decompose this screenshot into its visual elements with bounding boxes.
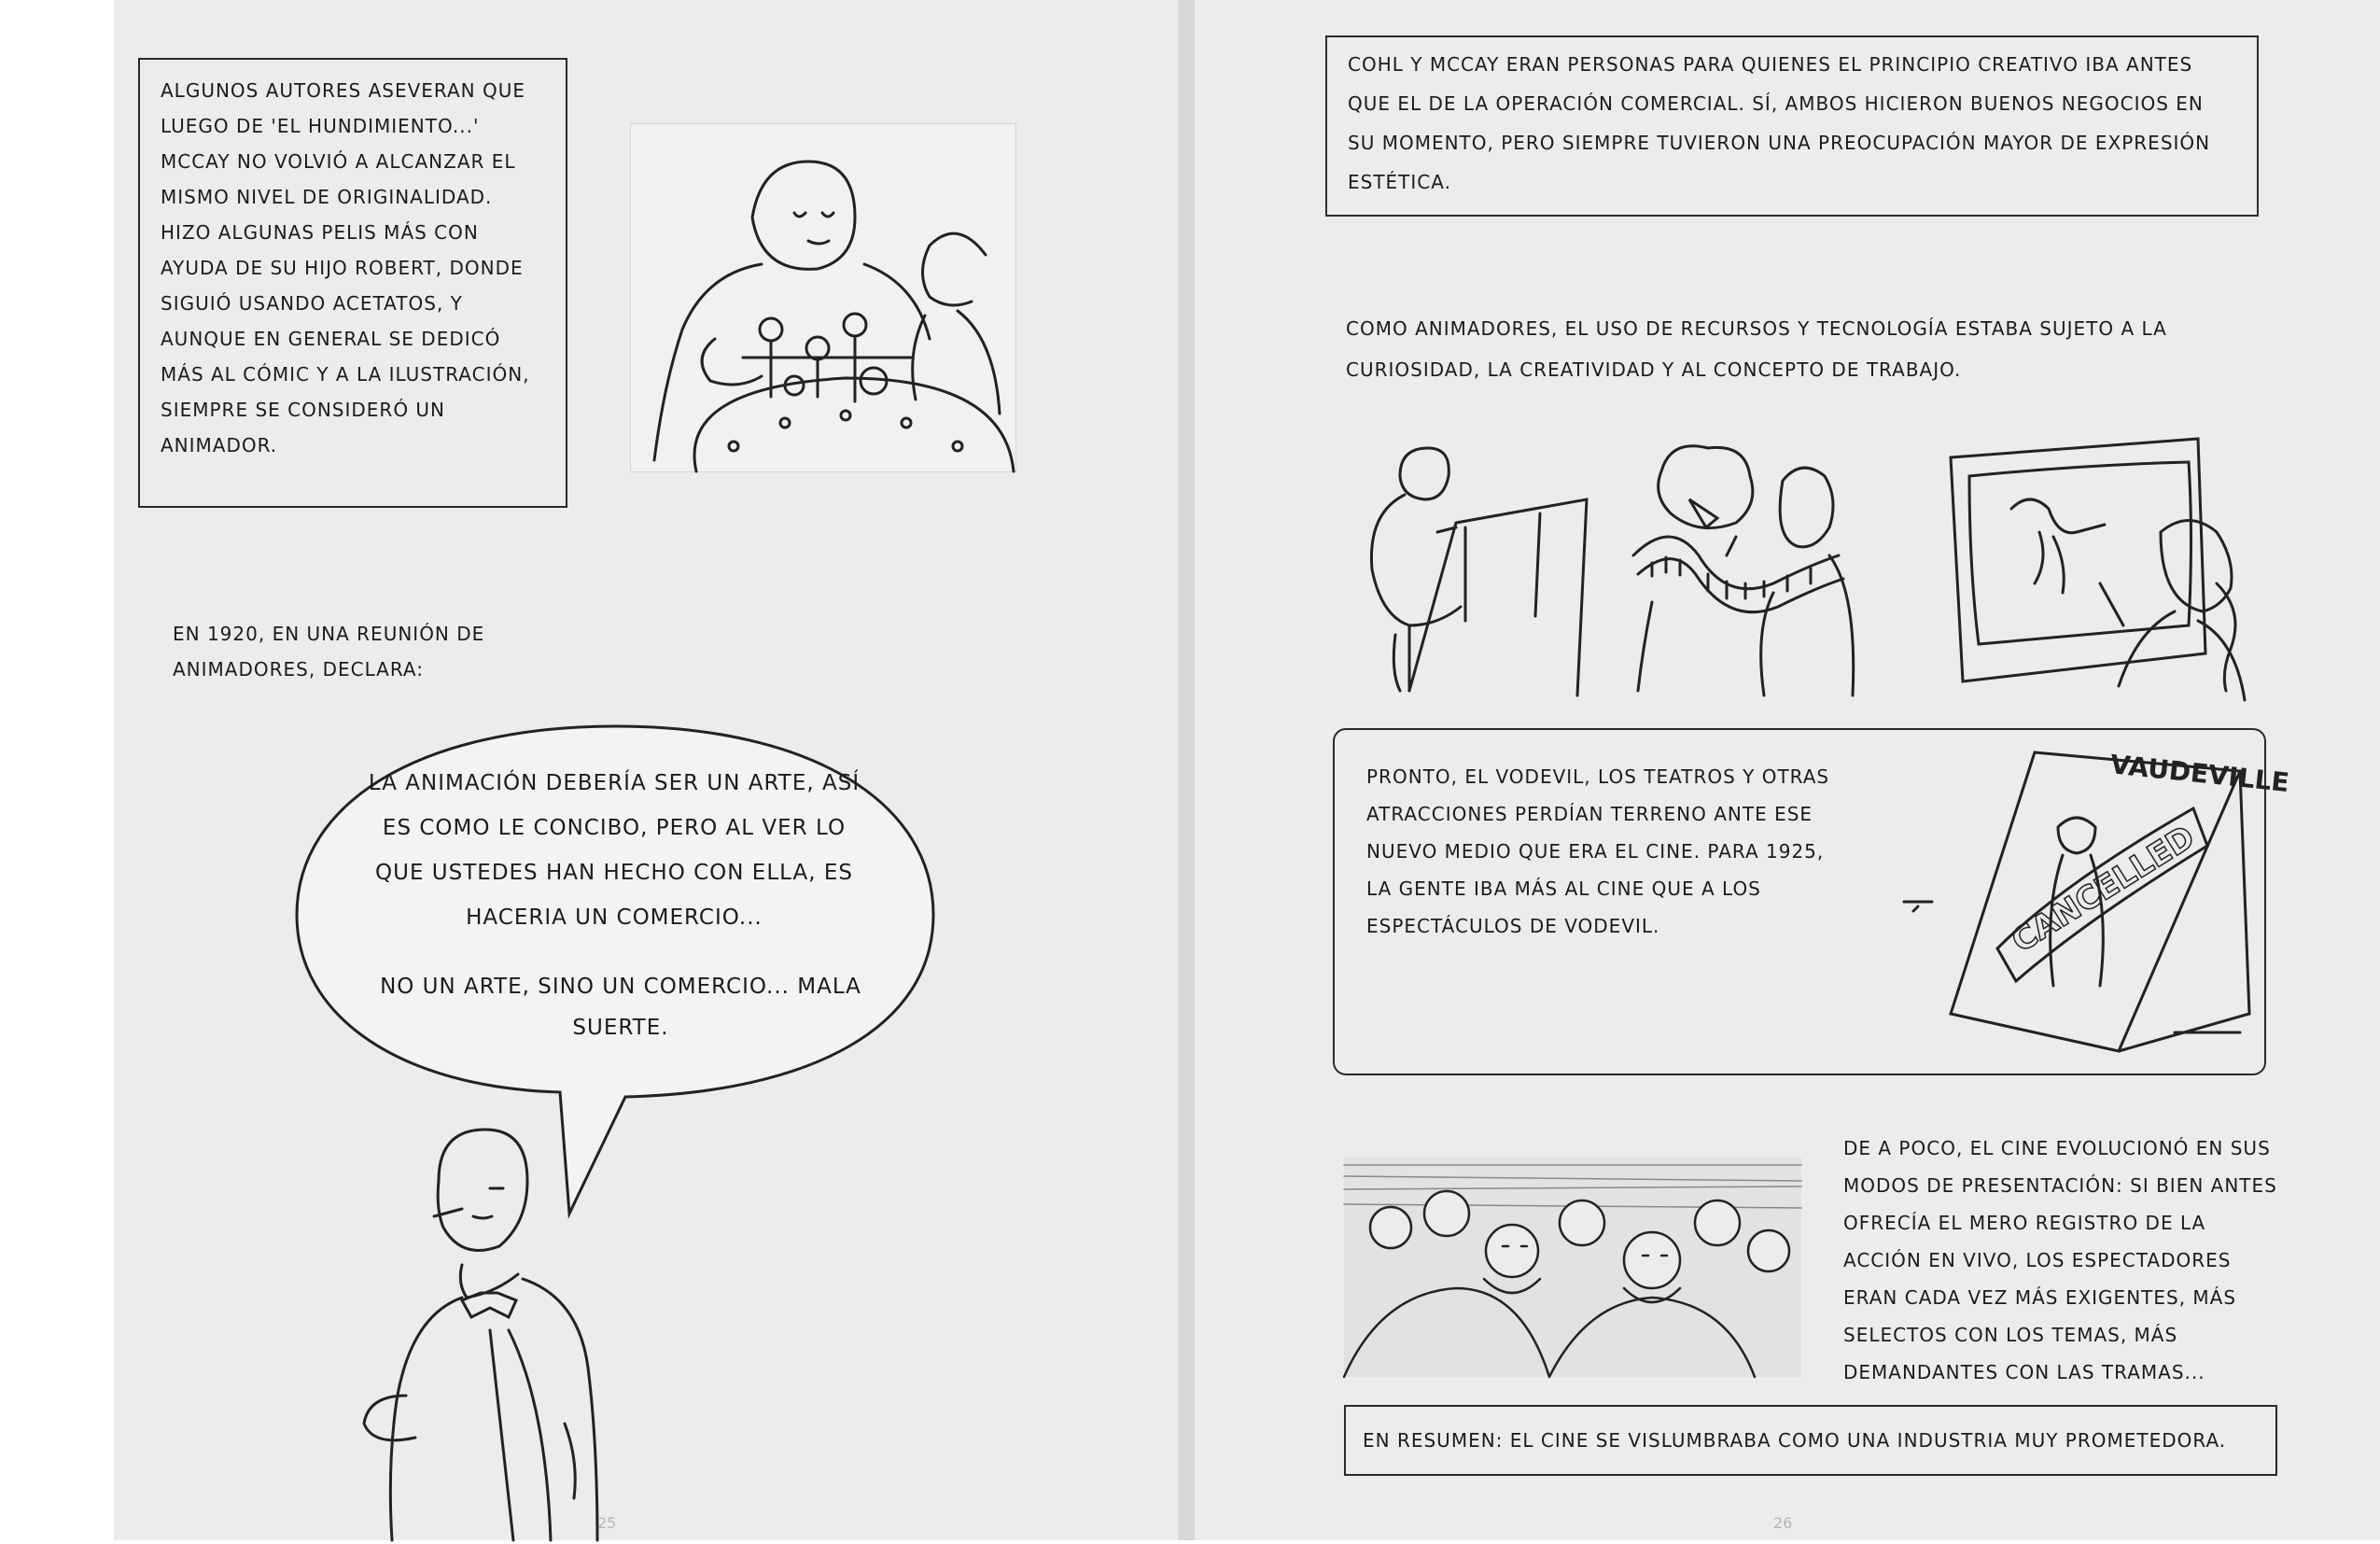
speech-line-1: LA ANIMACIÓN DEBERÍA SER UN ARTE, ASÍ ES COMO LE CONCIBO, PERO AL VER LO QUE USTEDES HAN HECHO CON ELLA, ES HACERIA UN COMERCIO... [368, 771, 861, 930]
sign-stamp-text: CANCELLED [2005, 818, 2202, 961]
vaudeville-box [1333, 728, 2291, 1075]
vaudeville-text: PRONTO, EL VODEVIL, LOS TEATROS Y OTRAS ATRACCIONES PERDÍAN TERRENO ANTE ESE NUEVO MEDIO QUE ERA EL CINE. PARA 1925, LA GENTE IBA MÁS AL CINE QUE A LOS ESPECTÁCULOS DE VODEVIL. [1366, 765, 1830, 937]
animators-text: COMO ANIMADORES, EL USO DE RECURSOS Y TECNOLOGÍA ESTABA SUJETO A LA CURIOSIDAD, LA CREATIVIDAD Y AL CONCEPTO DE TRABAJO. [1346, 317, 2167, 381]
right-page-number: 26 [1773, 1514, 1793, 1532]
animator-film-illustration [1624, 434, 1904, 695]
left-caption-text: ALGUNOS AUTORES ASEVERAN QUE LUEGO DE 'EL HUNDIMIENTO...' MCCAY NO VOLVIÓ A ALCANZAR EL MISMO NIVEL DE ORIGINALIDAD. HIZO ALGUNAS PELIS MÁS CON AYUDA DE SU HIJO ROBERT, DONDE SIGUIÓ USANDO ACETATOS, Y AUNQUE EN GENERAL SE DEDICÓ MÁS AL CÓMIC Y A LA ILUSTRACIÓN, SIEMPRE SE CONSIDERÓ UN ANIMADOR. [161, 79, 530, 456]
left-page-number: 25 [597, 1514, 617, 1532]
animator-screen-illustration [1946, 425, 2254, 700]
summary-box [1344, 1405, 2277, 1476]
left-caption-box [138, 58, 567, 508]
summary-text: EN RESUMEN: EL CINE SE VISLUMBRABA COMO UNA INDUSTRIA MUY PROMETEDORA. [1363, 1429, 2227, 1452]
left-narration-text: EN 1920, EN UNA REUNIÓN DE ANIMADORES, DECLARA: [173, 623, 485, 681]
mccay-portrait [350, 1116, 667, 1540]
sign-top-text: VAUDEVILLE [2108, 749, 2291, 799]
speech-line-2: NO UN ARTE, SINO UN COMERCIO... MALA SUERTE. [380, 975, 861, 1040]
right-top-box [1325, 35, 2259, 217]
cinema-text: DE A POCO, EL CINE EVOLUCIONÓ EN SUS MODOS DE PRESENTACIÓN: SI BIEN ANTES OFRECÍA EL MERO REGISTRO DE LA ACCIÓN EN VIVO, LOS ESPECTADORES ERAN CADA VEZ MÁS EXIGENTES, MÁS SELECTOS CON LOS TEMAS, MÁS DEMANDANTES CON LAS TRAMAS... [1843, 1137, 2277, 1383]
animator-desk-illustration [1363, 439, 1601, 695]
right-top-text: COHL Y MCCAY ERAN PERSONAS PARA QUIENES EL PRINCIPIO CREATIVO IBA ANTES QUE EL DE LA OPERACIÓN COMERCIAL. SÍ, AMBOS HICIERON BUENOS NEGOCIOS EN SU MOMENTO, PERO SIEMPRE TUVIERON UNA PREOCUPACIÓN MAYOR DE EXPRESIÓN ESTÉTICA. [1348, 53, 2211, 193]
cinema-crowd-illustration [1344, 1158, 1801, 1377]
mccay-machine-illustration [630, 123, 1016, 472]
vaudeville-sign-illustration [1895, 743, 2291, 1060]
page-gutter [1178, 0, 1195, 1540]
